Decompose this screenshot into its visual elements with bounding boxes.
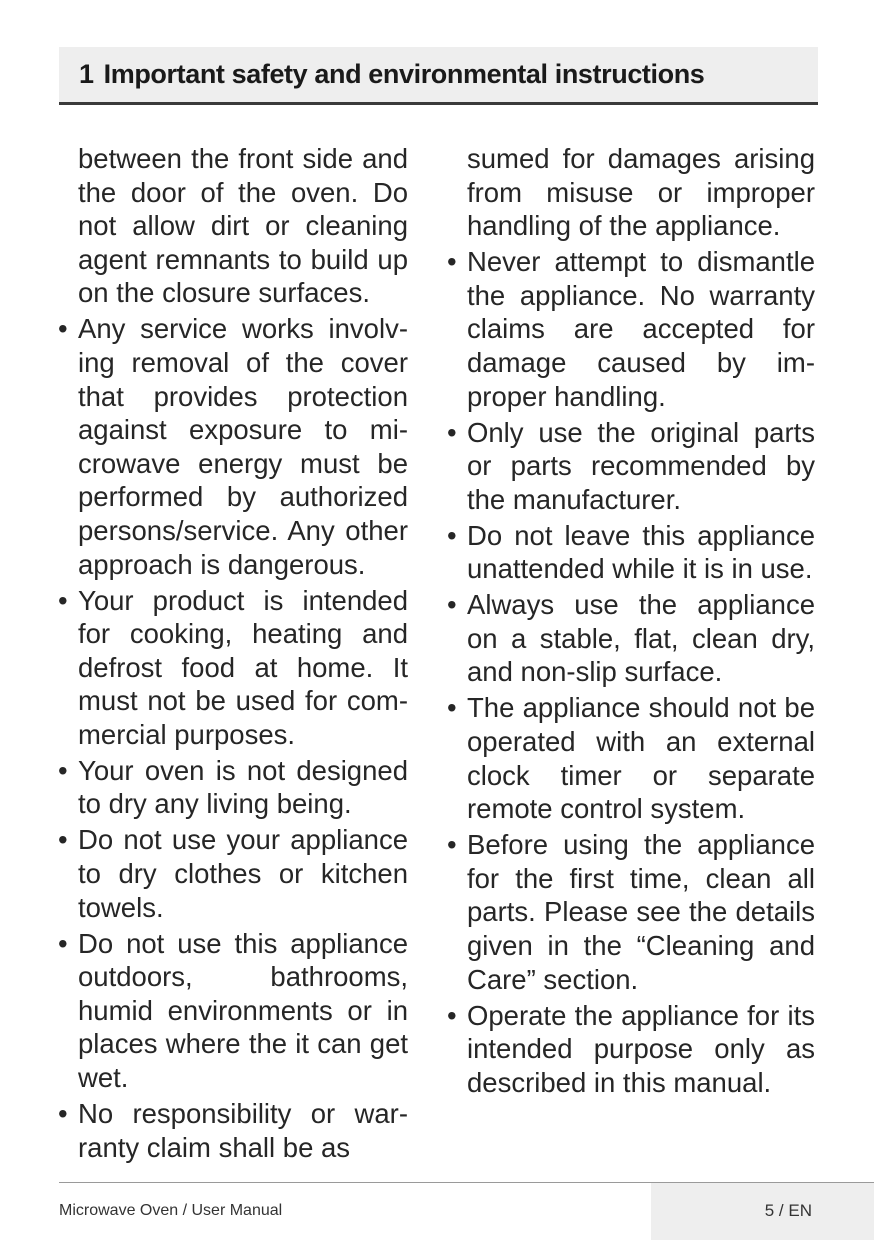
section-number: 1: [79, 59, 94, 89]
right-column: [447, 142, 815, 1102]
list-item: • Any service works involving removal of the cover that provides protection against exposure to microwave energy must be performed by authorized persons/service. Any other approach is dangerous.: [58, 312, 408, 581]
list-item: • Only use the original parts or parts recommended by the manufacturer.: [447, 416, 815, 517]
section-title: [79, 59, 704, 90]
list-item: • The appliance should not be operated with an external clock timer or separate remote control system.: [447, 691, 815, 825]
footer-page-box: [651, 1183, 874, 1240]
list-item: • Always use the appliance on a stable, flat, clean dry, and non-slip surface.: [447, 588, 815, 689]
list-item: • Do not leave this appliance unattended while it is in use.: [447, 519, 815, 586]
page-number: 5 / EN: [764, 1201, 812, 1220]
list-item: • Do not use your appliance to dry clothes or kitchen towels.: [58, 823, 408, 924]
list-item: • Never attempt to dismantle the appliance. No warranty claims are accepted for damage caused by improper handling.: [447, 245, 815, 413]
footer-doc-title: Microwave Oven / User Manual: [59, 1202, 283, 1219]
left-column: [58, 142, 408, 1167]
list-item: • Your product is intended for cooking, heating and defrost food at home. It must not be used for commercial purposes.: [58, 584, 408, 752]
section-title-text: Important safety and environmental instructions: [103, 59, 705, 89]
section-header: [59, 47, 818, 105]
left-continuation-text: between the front side and the door of the oven. Do not allow dirt or cleaning agent remnants to build up on the closure surfaces.: [78, 143, 408, 309]
list-item: • Your oven is not designed to dry any living being.: [58, 754, 408, 821]
right-continuation-text: sumed for damages arising from misuse or improper handling of the appliance.: [467, 143, 815, 242]
list-item: • No responsibility or warranty claim shall be as: [58, 1097, 408, 1164]
list-item: • Before using the appliance for the first time, clean all parts. Please see the details given in the “Cleaning and Care” section.: [447, 828, 815, 996]
list-item: • Operate the appliance for its intended purpose only as described in this manual.: [447, 999, 815, 1100]
list-item: • Do not use this appliance outdoors, bathrooms, humid environments or in places where the it can get wet.: [58, 927, 408, 1095]
